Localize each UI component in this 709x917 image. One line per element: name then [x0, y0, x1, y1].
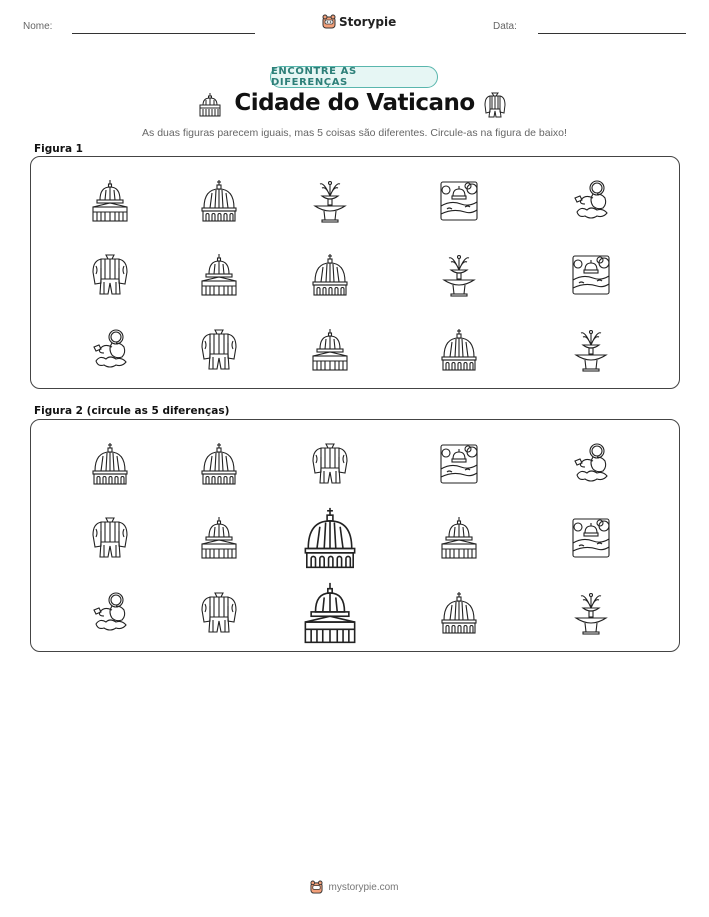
- fountain-icon: [310, 178, 350, 224]
- basilica-icon: [90, 178, 130, 224]
- brand-name: Storypie: [339, 15, 397, 29]
- page-title: Cidade do Vaticano: [234, 90, 475, 116]
- basilica-icon: [199, 252, 239, 298]
- garden-icon[interactable]: [571, 515, 611, 561]
- basilica-icon: [310, 327, 350, 373]
- angel-icon[interactable]: [90, 590, 130, 636]
- angel-icon: [571, 178, 611, 224]
- dome-icon[interactable]: [301, 505, 359, 572]
- angel-icon[interactable]: [571, 441, 611, 487]
- footer: [0, 880, 709, 895]
- name-label: Nome:: [23, 21, 53, 32]
- garden-icon[interactable]: [439, 441, 479, 487]
- basilica-icon: [198, 92, 222, 118]
- angel-icon: [90, 327, 130, 373]
- figure-2-panel: [30, 419, 680, 652]
- fountain-icon: [439, 252, 479, 298]
- dome-icon[interactable]: [199, 441, 239, 487]
- guard-uniform-icon: [90, 252, 130, 298]
- fountain-icon: [571, 327, 611, 373]
- guard-uniform-icon[interactable]: [310, 441, 350, 487]
- dome-icon: [439, 327, 479, 373]
- figure-1-panel: [30, 156, 680, 389]
- date-label: Data:: [493, 21, 517, 32]
- garden-icon: [571, 252, 611, 298]
- dome-icon: [310, 252, 350, 298]
- guard-uniform-icon[interactable]: [90, 515, 130, 561]
- storypie-mascot-icon: [310, 880, 323, 895]
- dome-icon[interactable]: [439, 590, 479, 636]
- date-field[interactable]: [538, 33, 686, 34]
- guard-uniform-icon: [199, 327, 239, 373]
- dome-icon: [199, 178, 239, 224]
- footer-url[interactable]: mystorypie.com: [328, 882, 399, 893]
- guard-uniform-icon: [483, 91, 507, 119]
- basilica-icon[interactable]: [301, 580, 359, 647]
- dome-icon[interactable]: [90, 441, 130, 487]
- guard-uniform-icon[interactable]: [199, 590, 239, 636]
- basilica-icon[interactable]: [439, 515, 479, 561]
- activity-badge: ENCONTRE AS DIFERENÇAS: [270, 66, 438, 88]
- name-field[interactable]: [72, 33, 255, 34]
- figure-2-label: Figura 2 (circule as 5 diferenças): [34, 405, 230, 417]
- basilica-icon[interactable]: [199, 515, 239, 561]
- figure-1-label: Figura 1: [34, 143, 83, 155]
- garden-icon: [439, 178, 479, 224]
- storypie-mascot-icon: [322, 14, 336, 30]
- brand-logo: [322, 14, 396, 30]
- instructions: As duas figuras parecem iguais, mas 5 coisas são diferentes. Circule-as na figura de baixo!: [142, 127, 567, 139]
- fountain-icon[interactable]: [571, 590, 611, 636]
